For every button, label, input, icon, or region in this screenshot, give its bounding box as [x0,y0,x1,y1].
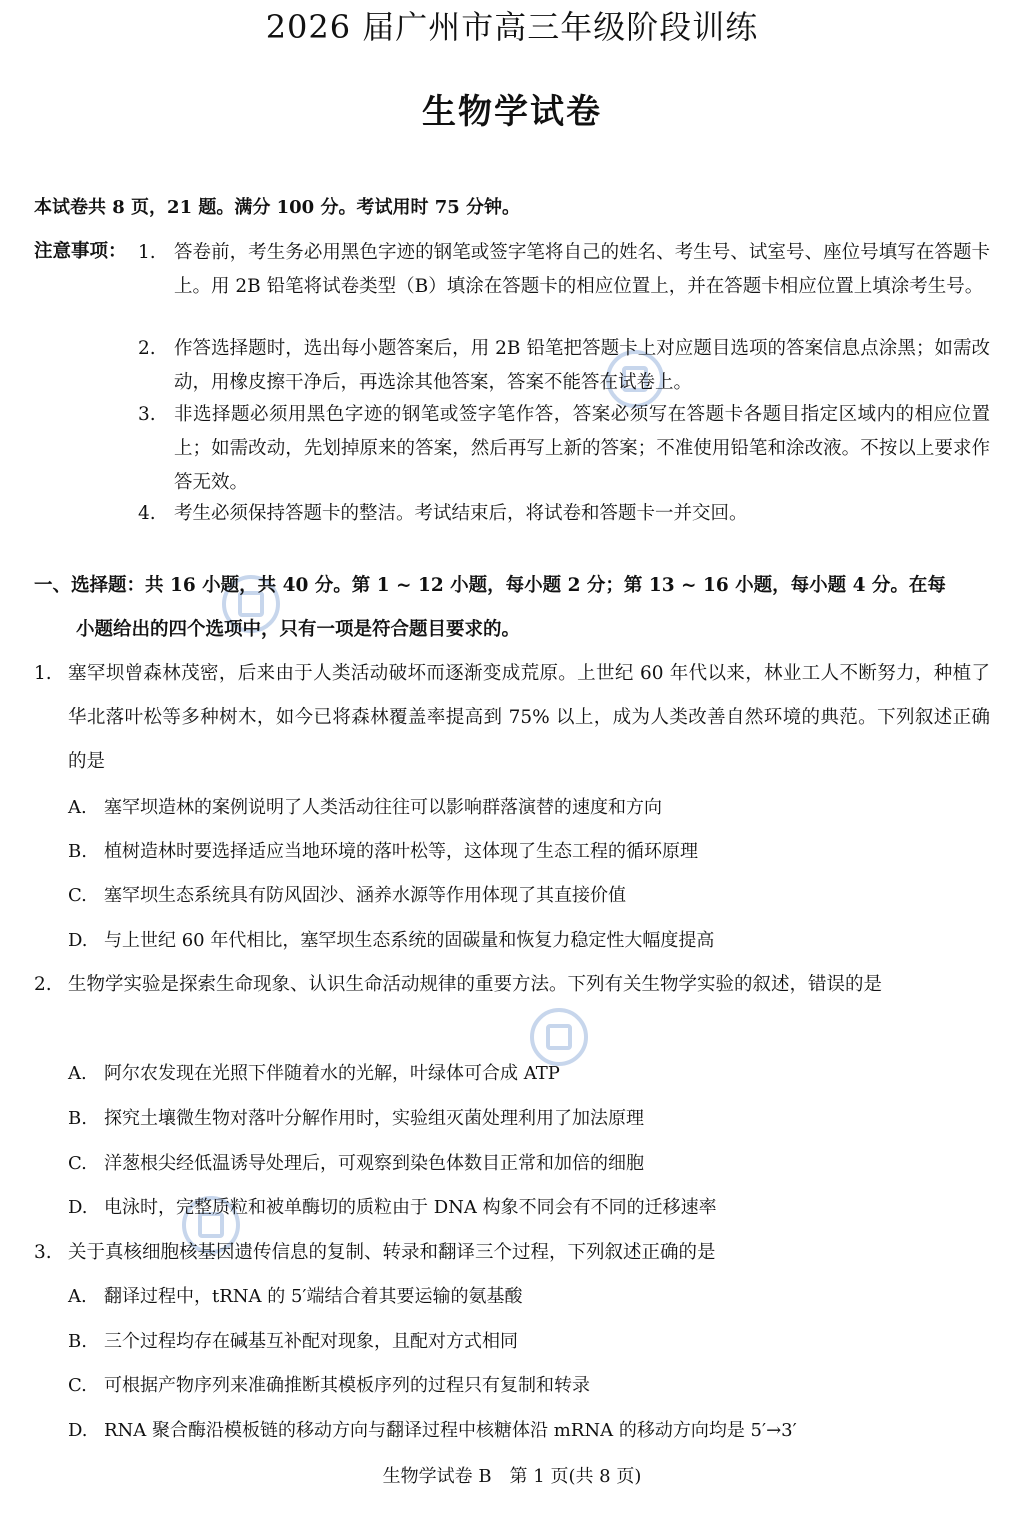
option-label: C. [68,1153,87,1174]
question-text: 生物学实验是探索生命现象、认识生命活动规律的重要方法。下列有关生物学实验的叙述，错误的是 [68,974,883,995]
section-heading-line2: 小题给出的四个选项中，只有一项是符合题目要求的。 [76,619,521,640]
answer-option [68,881,988,911]
notice-item-text: 考生必须保持答题卡的整洁。考试结束后，将试卷和答题卡一并交回。 [174,503,748,524]
answer-option [68,1416,988,1446]
option-text: 植树造林时要选择适应当地环境的落叶松等，这体现了生态工程的循环原理 [104,841,698,862]
option-text: 探究土壤微生物对落叶分解作用时，实验组灭菌处理利用了加法原理 [104,1108,644,1129]
exam-subtitle: 生物学试卷 [422,92,602,132]
option-label: A. [68,1286,87,1307]
page-footer: 生物学试卷 B 第 1 页(共 8 页) [382,1466,642,1487]
notice-label: 注意事项： [34,241,127,262]
notice-item-text: 答卷前，考生务必用黑色字迹的钢笔或签字笔将自己的姓名、考生号、试室号、座位号填写在答题卡上。用 2B 铅笔将试卷类型（B）填涂在答题卡的相应位置上，并在答题卡相应位置上填涂考生号。 [174,242,990,297]
option-label: D. [68,1420,88,1441]
question-text: 塞罕坝曾森林茂密，后来由于人类活动破坏而逐渐变成荒原。上世纪 60 年代以来，林业工人不断努力，种植了华北落叶松等多种树木，如今已将森林覆盖率提高到 75% 以上，成为人类改善自然环境的典范。下列叙述正确的是 [68,663,990,772]
answer-option [68,793,988,823]
question-stem [34,652,990,784]
answer-option [68,1193,988,1223]
option-label: A. [68,1063,87,1084]
notice-item-number: 3. [138,404,156,425]
option-text: 塞罕坝造林的案例说明了人类活动往往可以影响群落演替的速度和方向 [104,797,662,818]
option-text: 三个过程均存在碱基互补配对现象，且配对方式相同 [104,1331,518,1352]
question-text: 关于真核细胞核基因遗传信息的复制、转录和翻译三个过程，下列叙述正确的是 [68,1242,716,1263]
answer-option [68,1327,988,1357]
answer-option [68,926,988,956]
answer-option [68,1104,988,1134]
notice-item [138,398,990,500]
notice-item-number: 4. [138,503,156,524]
exam-info: 本试卷共 8 页，21 题。满分 100 分。考试用时 75 分钟。 [34,197,521,218]
option-text: RNA 聚合酶沿模板链的移动方向与翻译过程中核糖体沿 mRNA 的移动方向均是 5′→3′ [104,1420,797,1441]
answer-option [68,837,988,867]
option-label: D. [68,1197,88,1218]
answer-option [68,1149,988,1179]
option-text: 塞罕坝生态系统具有防风固沙、涵养水源等作用体现了其直接价值 [104,885,626,906]
option-text: 可根据产物序列来准确推断其模板序列的过程只有复制和转录 [104,1375,590,1396]
question-number: 2. [34,974,52,995]
option-label: D. [68,930,88,951]
option-label: B. [68,1108,87,1129]
option-text: 与上世纪 60 年代相比，塞罕坝生态系统的固碳量和恢复力稳定性大幅度提高 [104,930,715,951]
section-heading-line1: 一、选择题：共 16 小题，共 40 分。第 1 ~ 12 小题，每小题 2 分；第 13 ~ 16 小题，每小题 4 分。在每 [34,575,946,596]
option-text: 阿尔农发现在光照下伴随着水的光解，叶绿体可合成 ATP [104,1063,560,1084]
notice-item-number: 2. [138,338,156,359]
answer-option [68,1059,988,1089]
option-text: 洋葱根尖经低温诱导处理后，可观察到染色体数目正常和加倍的细胞 [104,1153,644,1174]
option-text: 翻译过程中，tRNA 的 5′端结合着其要运输的氨基酸 [104,1286,523,1307]
option-label: B. [68,841,87,862]
notice-item-text: 作答选择题时，选出每小题答案后，用 2B 铅笔把答题卡上对应题目选项的答案信息点涂黑；如需改动，用橡皮擦干净后，再选涂其他答案，答案不能答在试卷上。 [174,338,990,393]
option-label: B. [68,1331,87,1352]
question-stem [34,963,990,1007]
question-number: 1. [34,663,52,684]
notice-item-number: 1. [138,242,156,263]
notice-item [138,497,990,531]
answer-option [68,1282,988,1312]
notice-item [138,332,990,400]
option-label: C. [68,1375,87,1396]
question-stem [34,1231,990,1275]
option-label: A. [68,797,87,818]
option-text: 电泳时，完整质粒和被单酶切的质粒由于 DNA 构象不同会有不同的迁移速率 [104,1197,717,1218]
notice-item-text: 非选择题必须用黑色字迹的钢笔或签字笔作答，答案必须写在答题卡各题目指定区域内的相应位置上；如需改动，先划掉原来的答案，然后再写上新的答案；不准使用铅笔和涂改液。不按以上要求作答无效。 [174,404,990,493]
section-heading [34,564,990,652]
question-number: 3. [34,1242,52,1263]
watermark-logo-icon [530,1008,588,1066]
answer-option [68,1371,988,1401]
option-label: C. [68,885,87,906]
exam-title: 2026 届广州市高三年级阶段训练 [265,8,759,46]
notice-item [138,236,990,304]
